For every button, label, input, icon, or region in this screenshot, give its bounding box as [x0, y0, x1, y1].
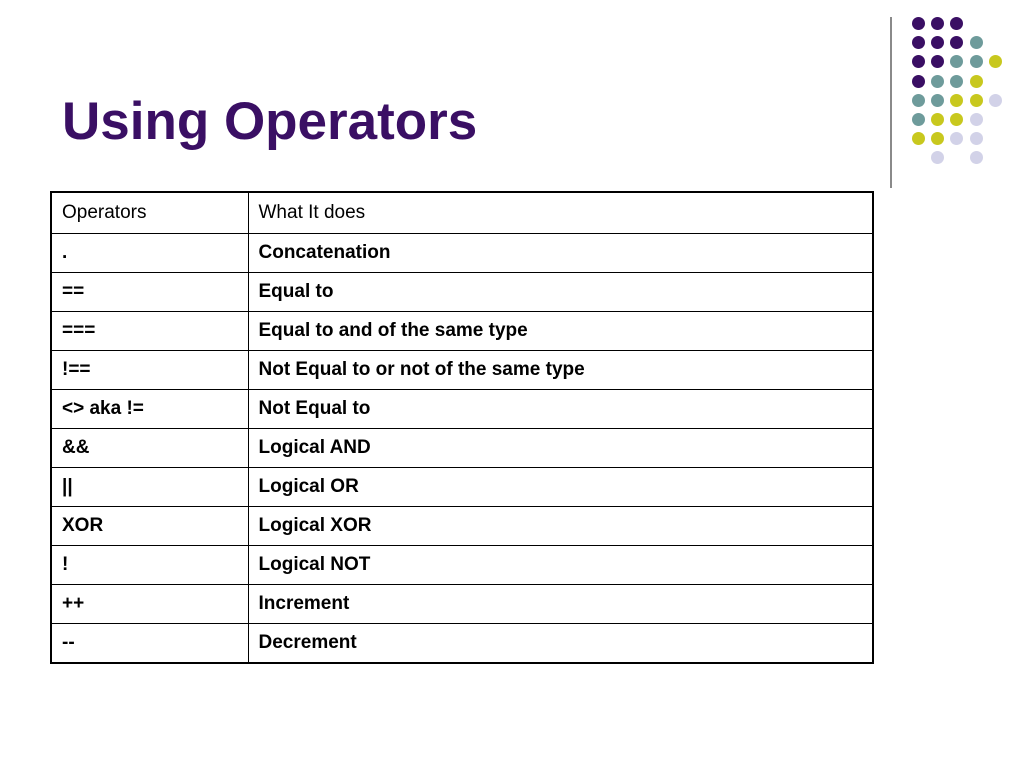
operator-cell: -- [51, 624, 248, 664]
decorative-dot [970, 36, 983, 49]
decorative-dot [950, 113, 963, 126]
table-row [51, 351, 873, 390]
description-cell: Not Equal to [248, 390, 873, 429]
description-cell: Equal to and of the same type [248, 312, 873, 351]
decorative-dot [950, 132, 963, 145]
table-row [51, 234, 873, 273]
table-row [51, 390, 873, 429]
decorative-dot [912, 94, 925, 107]
decorative-dot [931, 75, 944, 88]
table-row [51, 585, 873, 624]
decorative-dot [931, 132, 944, 145]
decorative-dot [970, 151, 983, 164]
description-cell: Equal to [248, 273, 873, 312]
table-row [51, 624, 873, 664]
title-divider-line [890, 17, 892, 188]
decorative-dot [970, 113, 983, 126]
decorative-dot [912, 113, 925, 126]
decorative-dot [950, 55, 963, 68]
operator-cell: || [51, 468, 248, 507]
operator-cell: ! [51, 546, 248, 585]
operator-cell: XOR [51, 507, 248, 546]
table-row [51, 312, 873, 351]
operators-table [50, 191, 874, 664]
decorative-dot [931, 36, 944, 49]
decorative-dot [931, 94, 944, 107]
description-cell: Not Equal to or not of the same type [248, 351, 873, 390]
table-row [51, 546, 873, 585]
decorative-dot [912, 132, 925, 145]
table-row [51, 273, 873, 312]
description-cell: Logical OR [248, 468, 873, 507]
description-cell: Logical XOR [248, 507, 873, 546]
decorative-dot [970, 132, 983, 145]
table-header-row [51, 192, 873, 234]
decorative-dot [931, 17, 944, 30]
operator-cell: == [51, 273, 248, 312]
table-row [51, 468, 873, 507]
decorative-dot [912, 17, 925, 30]
decorative-dot [989, 55, 1002, 68]
decorative-dot [912, 55, 925, 68]
description-cell: Logical AND [248, 429, 873, 468]
decorative-dot [912, 36, 925, 49]
description-cell: Decrement [248, 624, 873, 664]
header-operators: Operators [51, 192, 248, 234]
decorative-dot [989, 94, 1002, 107]
operator-cell: === [51, 312, 248, 351]
decorative-dot [950, 94, 963, 107]
slide-title: Using Operators [62, 92, 478, 151]
operator-cell: !== [51, 351, 248, 390]
description-cell: Concatenation [248, 234, 873, 273]
decorative-dot [931, 113, 944, 126]
decorative-dot [970, 55, 983, 68]
description-cell: Increment [248, 585, 873, 624]
header-what-it-does: What It does [248, 192, 873, 234]
decorative-dot [931, 55, 944, 68]
table-row [51, 507, 873, 546]
decorative-dot [931, 151, 944, 164]
decorative-dot [950, 75, 963, 88]
operator-cell: && [51, 429, 248, 468]
operator-cell: . [51, 234, 248, 273]
operator-cell: ++ [51, 585, 248, 624]
description-cell: Logical NOT [248, 546, 873, 585]
table-row [51, 429, 873, 468]
decorative-dot [950, 17, 963, 30]
operator-cell: <> aka != [51, 390, 248, 429]
decorative-dot [950, 36, 963, 49]
decorative-dot [970, 94, 983, 107]
decorative-dot [912, 75, 925, 88]
decorative-dot [970, 75, 983, 88]
